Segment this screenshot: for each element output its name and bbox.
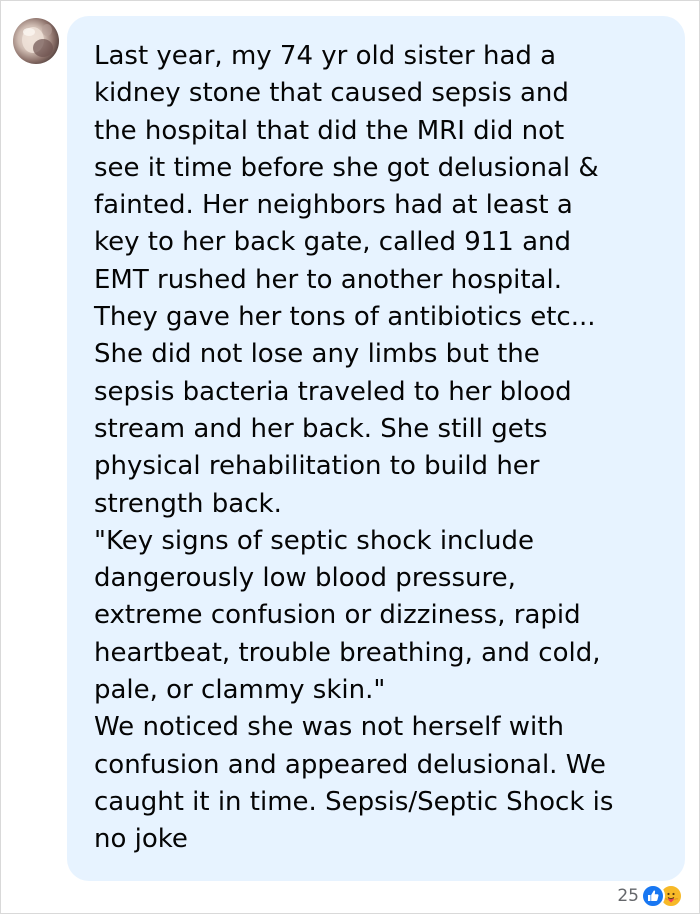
avatar[interactable] bbox=[13, 18, 59, 64]
avatar-image bbox=[13, 18, 59, 64]
reaction-count: 25 bbox=[617, 886, 639, 906]
comment-bubble bbox=[67, 16, 685, 881]
comment-text: Last year, my 74 yr old sister had a kidney stone that caused sepsis and the hospital that did the MRI did not see it time before she got delusional & fainted. Her neighbors had at least a key to her back gate, called 911 and EMT rushed her to another hospital. They gave her tons of antibiotics etc... She did not lose any limbs but the sepsis bacteria traveled to her blood stream and her back. She still gets physical rehabilitation to build her strength back. "Key signs of septic shock include dangerously low blood pressure, extreme confusion or dizziness, rapid heartbeat, trouble breathing, and cold, pale, or clammy skin." We noticed she was not herself with confusion and appeared delusional. We caught it in time. Sepsis/Septic Shock is no joke bbox=[94, 41, 614, 855]
reaction-summary[interactable] bbox=[617, 882, 683, 910]
like-icon bbox=[641, 884, 665, 908]
